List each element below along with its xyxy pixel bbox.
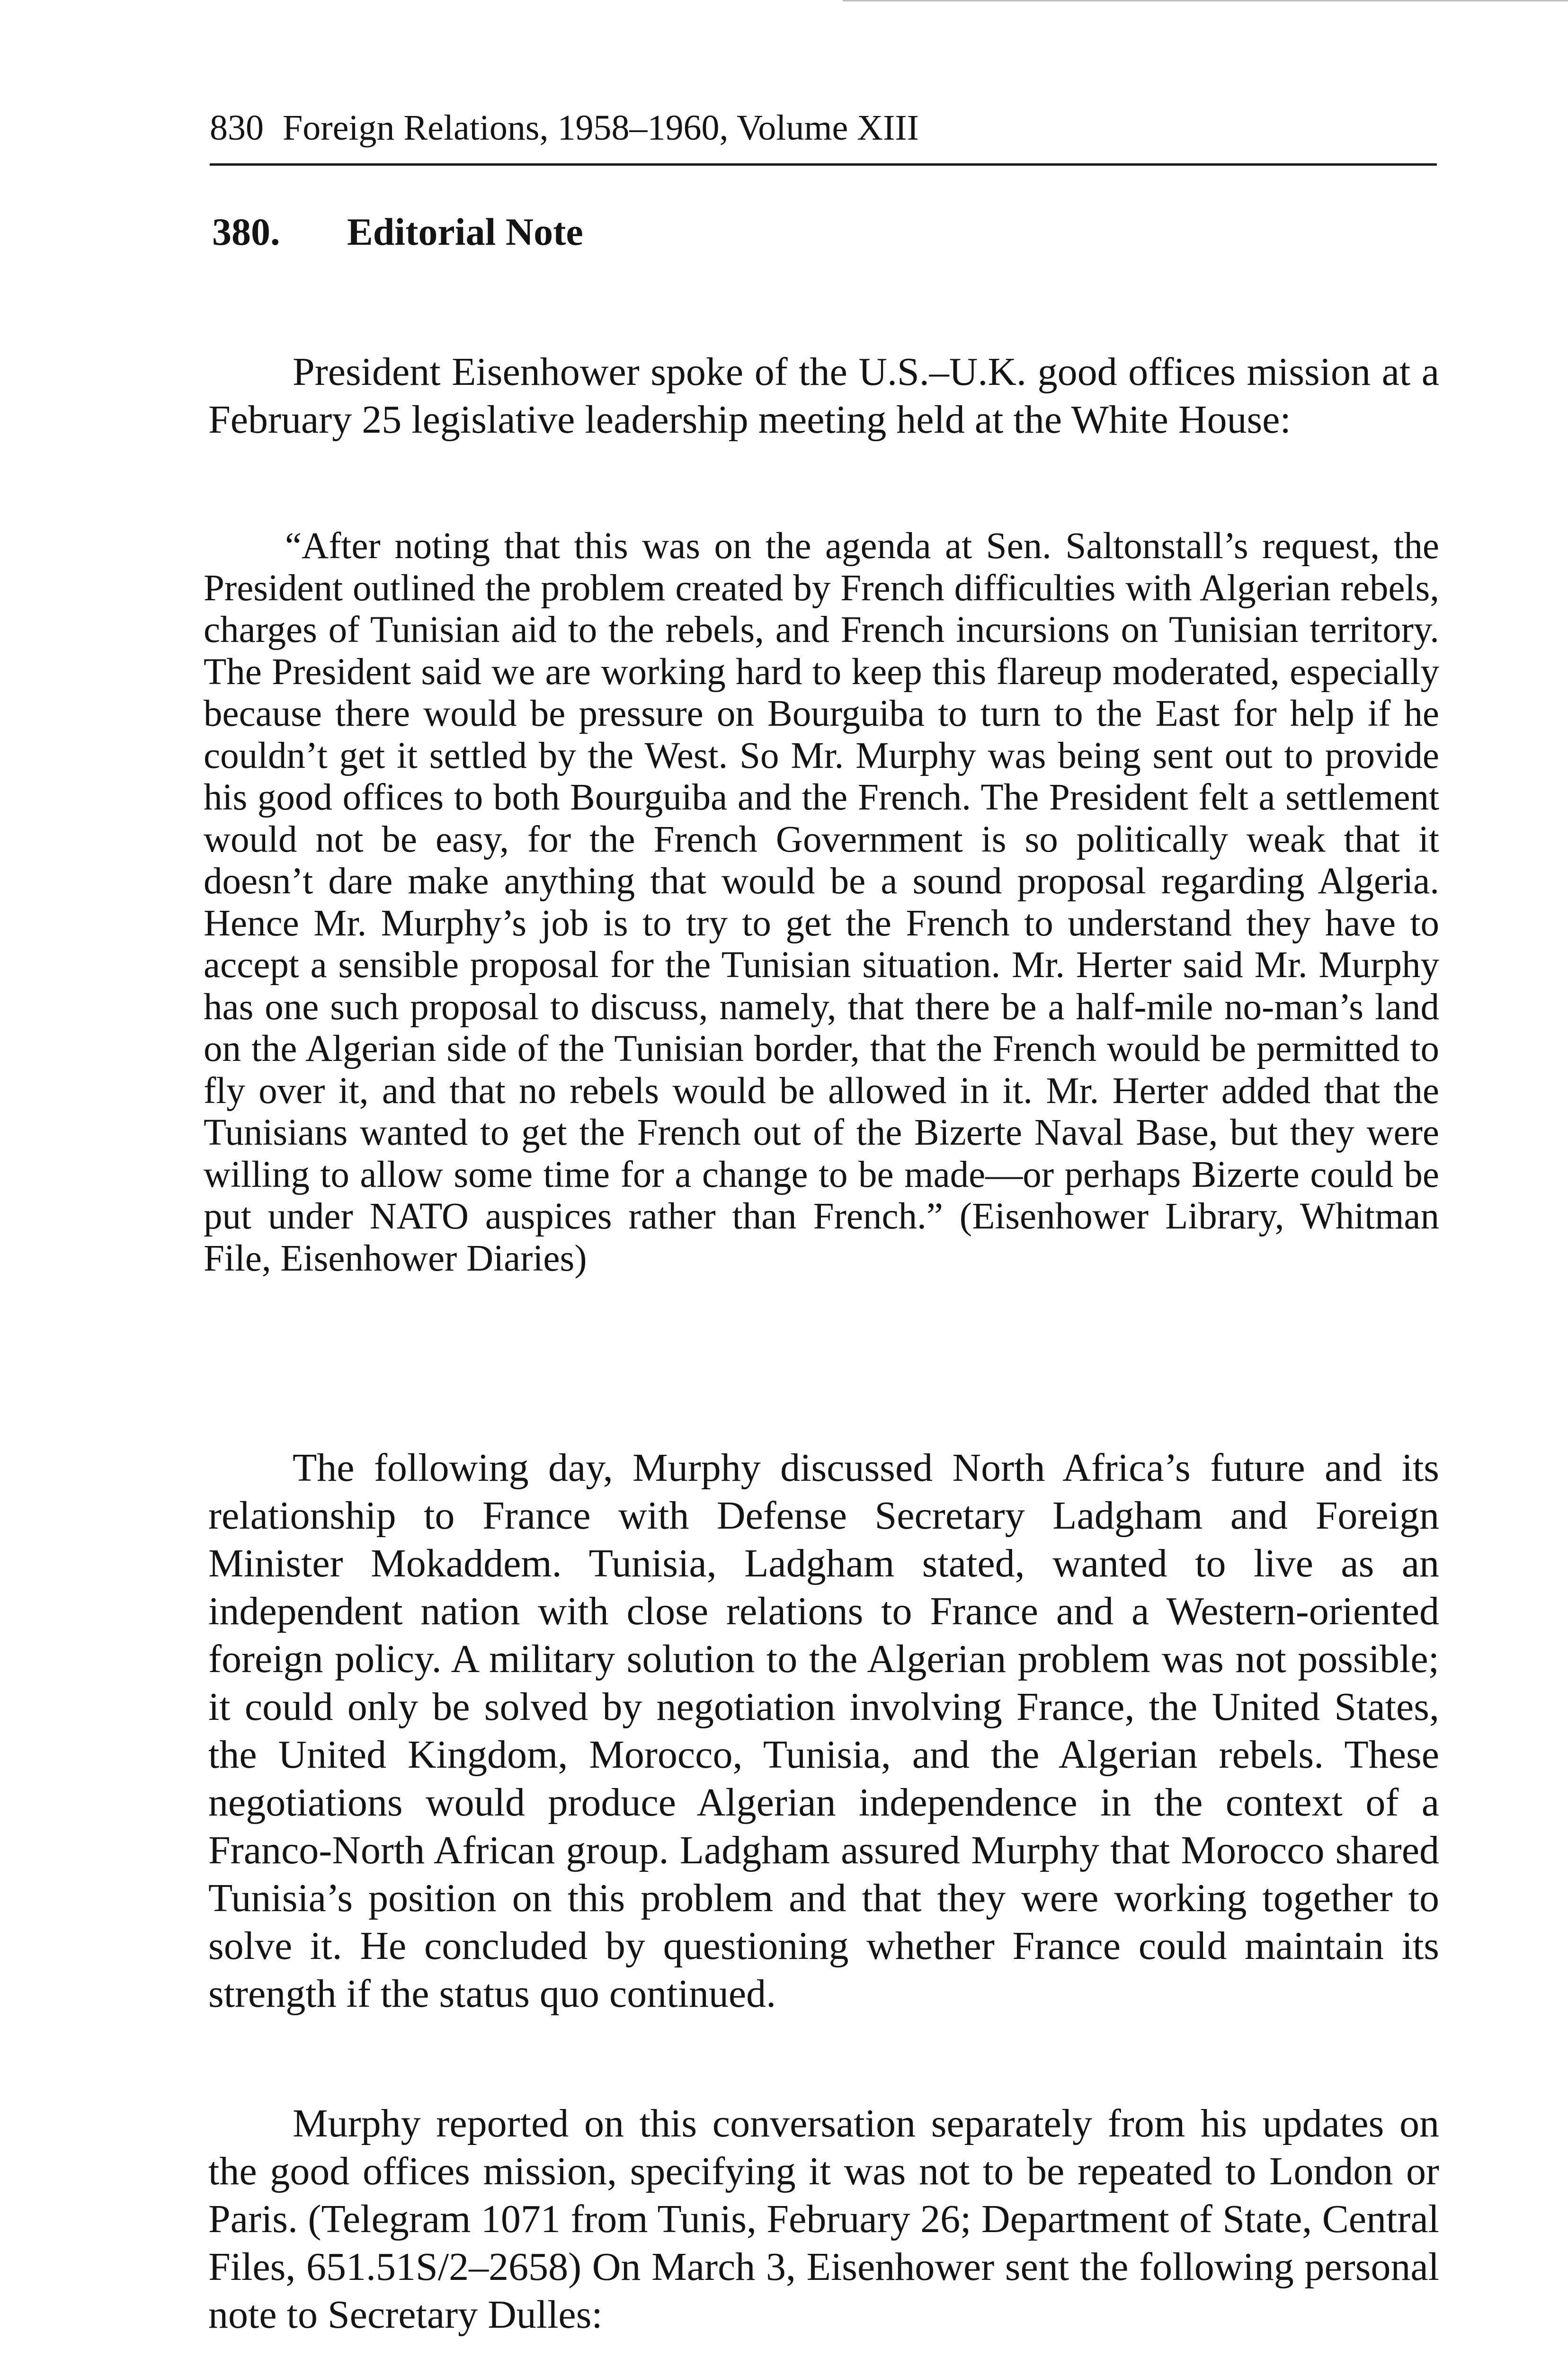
volume-title: Foreign Relations, 1958–1960, Volume XIII	[283, 108, 919, 148]
document-number: 380.	[212, 210, 280, 253]
intro-paragraph: President Eisenhower spoke of the U.S.–U.K. good offices mission at a February 25 legislative leadership meeting held at the White House:	[208, 350, 1439, 442]
murphy-report-paragraph: Murphy reported on this conversation separately from his updates on the good offices mission, specifying it was not to be repeated to London or Paris. (Telegram 1071 from Tunis, February 26; Department of State, Central Files, 651.51S/2–2658) On March 3, Eisenhower sent the following personal note to Secretary Dulles:	[208, 2101, 1439, 2337]
quoted-paragraph: “After noting that this was on the agenda at Sen. Saltonstall’s request, the President outlined the problem created by French difficulties with Algerian rebels, charges of Tunisian aid to the rebels, and French incursions on Tunisian territory. The President said we are working hard to keep this flareup moderated, especially because there would be pressure on Bourguiba to turn to the East for help if he couldn’t get it settled by the West. So Mr. Murphy was being sent out to provide his good offices to both Bourguiba and the French. The President felt a settlement would not be easy, for the French Government is so politically weak that it doesn’t dare make anything that would be a sound proposal regarding Algeria. Hence Mr. Murphy’s job is to try to get the French to understand they have to accept a sensible proposal for the Tunisian situation. Mr. Herter said Mr. Murphy has one such proposal to discuss, namely, that there be a half-mile no-man’s land on the Algerian side of the Tunisian border, that the French would be permitted to fly over it, and that no rebels would be allowed in it. Mr. Herter added that the Tunisians wanted to get the French out of the Bizerte Naval Base, but they were willing to allow some time for a change to be made—or perhaps Bizerte could be put under NATO auspices rather than French.” (Eisenhower Library, Whitman File, Eisenhower Diaries)	[204, 525, 1439, 1279]
scan-edge-rule	[843, 0, 1568, 1]
running-head	[210, 102, 1437, 166]
document-heading	[212, 204, 583, 260]
page-number: 830	[210, 108, 264, 148]
following-day-paragraph: The following day, Murphy discussed North Africa’s future and its relationship to France with Defense Secretary Ladgham and Foreign Minister Mokaddem. Tunisia, Ladgham stated, wanted to live as an independent nation with close relations to France and a Western-oriented foreign policy. A military solution to the Algerian problem was not possible; it could only be solved by negotiation involving France, the United States, the United Kingdom, Morocco, Tunisia, and the Algerian rebels. These negotiations would produce Algerian independence in the context of a Franco-North African group. Ladgham assured Murphy that Morocco shared Tunisia’s position on this problem and that they were working together to solve it. He concluded by questioning whether France could maintain its strength if the status quo continued.	[208, 1446, 1439, 2016]
document-title: Editorial Note	[347, 210, 583, 253]
